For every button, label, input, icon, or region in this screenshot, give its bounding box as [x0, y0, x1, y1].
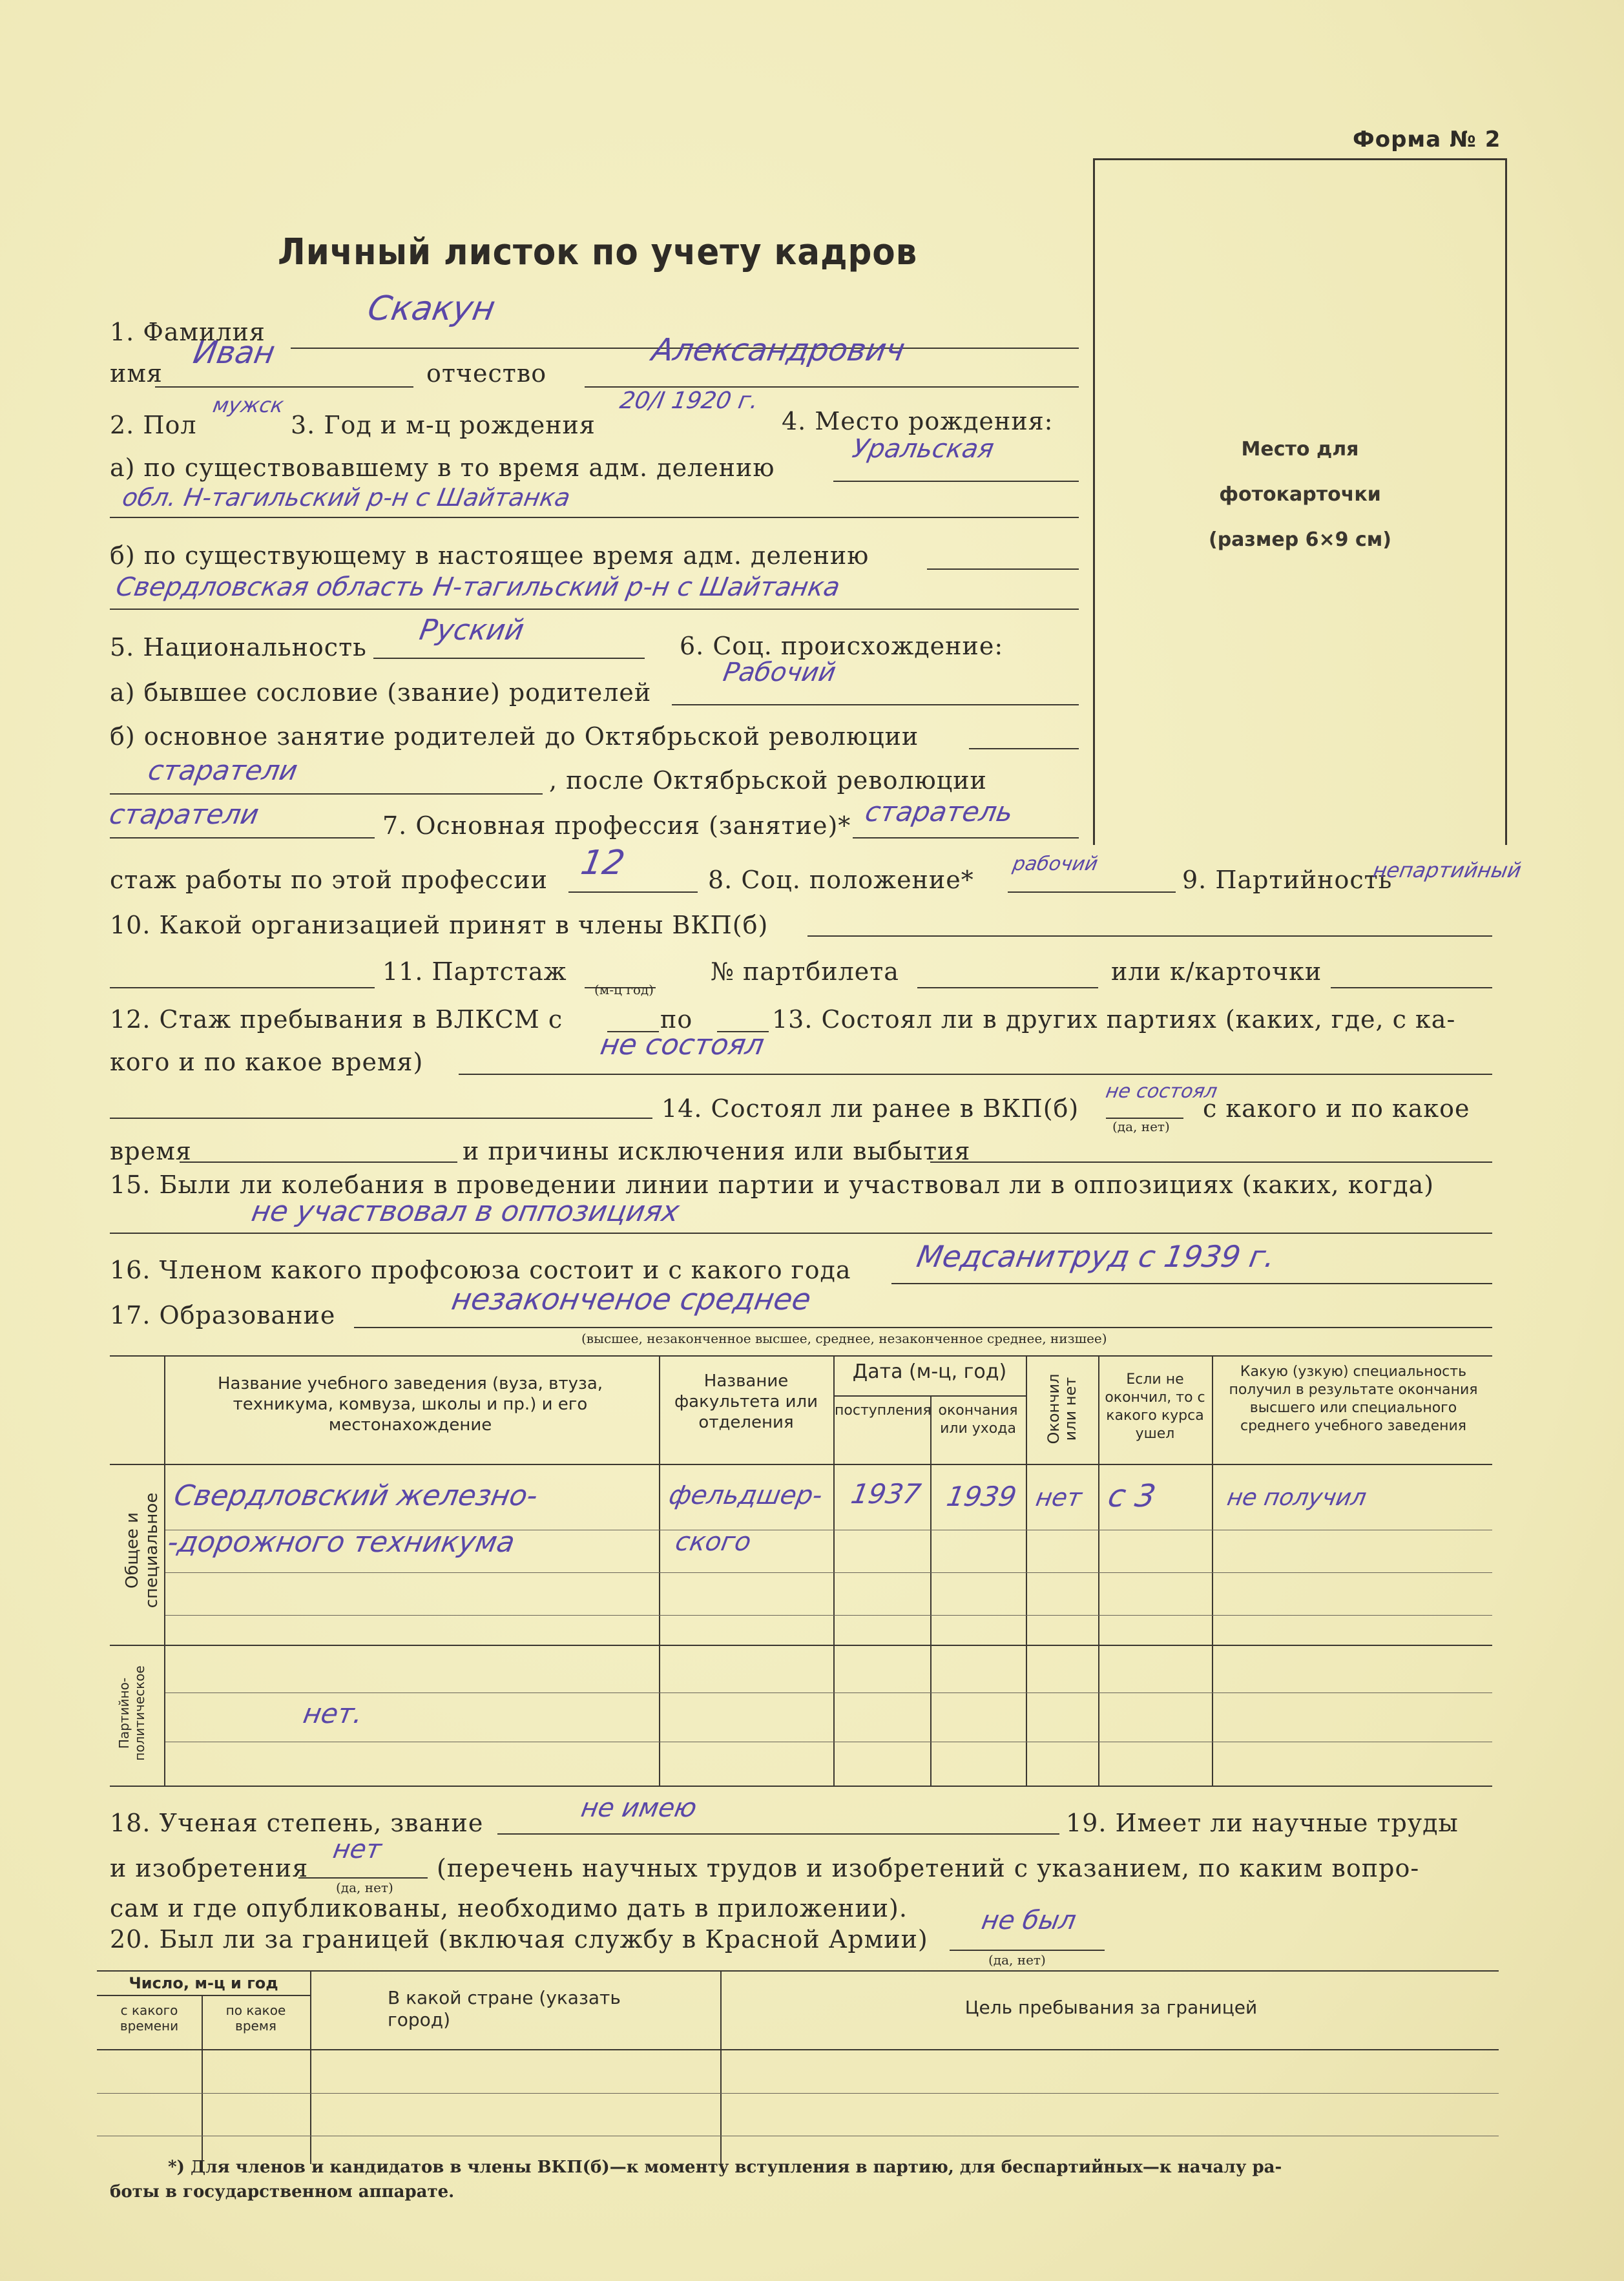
field-line: [672, 704, 1079, 705]
label-profession: 7. Основная профессия (занятие)*: [382, 811, 851, 840]
answer-social-status: рабочий: [1010, 853, 1100, 875]
label-q12: 12. Стаж пребывания в ВЛКСМ с: [110, 1005, 563, 1034]
header-entry: поступления: [835, 1402, 932, 1419]
label-q10: 10. Какой организацией принят в члены ВКП(б): [110, 911, 769, 939]
photo-label-1: Место для: [1241, 438, 1359, 461]
label-q12-to: по: [660, 1005, 693, 1034]
photo-label-3: (размер 6×9 см): [1209, 528, 1391, 551]
field-line: [459, 1074, 1492, 1075]
label-surname: 1. Фамилия: [110, 318, 265, 346]
label-q18: 18. Ученая степень, звание: [110, 1809, 484, 1837]
header-dates: Дата (м-ц, год): [852, 1360, 1007, 1383]
footnote-line-2: боты в государственном аппарате.: [110, 2182, 455, 2202]
edu-course: с 3: [1105, 1478, 1159, 1514]
field-line: [969, 748, 1079, 749]
row-line: [165, 1615, 1492, 1616]
field-line: [950, 1950, 1105, 1951]
table-col-border: [164, 1355, 165, 1786]
abroad-to-header: по какое время: [225, 2003, 286, 2034]
label-party: 9. Партийность: [1182, 866, 1393, 894]
field-line: [833, 481, 1079, 482]
table-section-border: [110, 1645, 1492, 1646]
edu-finished: нет: [1034, 1483, 1085, 1512]
field-line: [1331, 987, 1492, 988]
field-line: [354, 1327, 1492, 1328]
label-q15: 15. Были ли колебания в проведении линии партии и участвовал ли в оппозициях (каких, когда): [110, 1171, 1435, 1199]
answer-estate: Рабочий: [720, 658, 838, 687]
abroad-row-line: [97, 2093, 1499, 2094]
table-subheader-border: [833, 1395, 1026, 1397]
abroad-table-top: [97, 1970, 1499, 1972]
header-faculty: Название факультета или отделения: [674, 1371, 818, 1432]
edu-specialty: не получил: [1225, 1484, 1369, 1511]
answer-q16: Медсанитруд с 1939 г.: [914, 1239, 1278, 1274]
field-line: [180, 1161, 457, 1163]
answer-surname: Скакун: [364, 289, 499, 328]
abroad-from-header: с какого времени: [120, 2003, 179, 2034]
edu-institution-2: -дорожного техникума: [165, 1526, 517, 1559]
edu-entry: 1937: [848, 1478, 924, 1510]
answer-profession: старатель: [862, 796, 1015, 828]
photo-label-2: фотокарточки: [1219, 483, 1381, 506]
field-line: [917, 987, 1098, 988]
label-q13-cont: кого и по какое время): [110, 1048, 424, 1076]
field-line: [110, 1233, 1492, 1234]
hint-q19: (да, нет): [336, 1880, 393, 1895]
table-col-border: [930, 1395, 932, 1786]
answer-q13: не состоял: [598, 1028, 767, 1061]
label-experience: стаж работы по этой профессии: [110, 866, 548, 894]
label-patronymic: отчество: [426, 359, 547, 388]
field-line: [110, 837, 375, 838]
field-line: [298, 1877, 428, 1879]
hint-q20: (да, нет): [988, 1952, 1046, 1968]
answer-name: Иван: [191, 335, 278, 371]
table-bottom-border: [110, 1786, 1492, 1787]
answer-sex: мужск: [211, 393, 286, 417]
field-line: [110, 609, 1079, 610]
answer-q18: не имею: [578, 1793, 699, 1823]
label-q19-cont: (перечень научных трудов и изобретений с указанием, по каким вопро-: [437, 1854, 1420, 1882]
label-q19-inv: и изобретения: [110, 1854, 309, 1882]
field-line: [927, 568, 1079, 570]
edu-faculty-2: ского: [672, 1527, 754, 1557]
abroad-col-border: [202, 1995, 203, 2163]
label-estate: а) бывшее сословие (звание) родителей: [110, 678, 652, 707]
label-nationality: 5. Национальность: [110, 633, 367, 661]
field-line: [1008, 891, 1176, 893]
label-q14-reasons: и причины исключения или выбытия: [463, 1137, 971, 1165]
hint-q17: (высшее, незаконченное высшее, среднее, незаконченное среднее, низшее): [581, 1331, 1107, 1346]
answer-birth: 20/I 1920 г.: [618, 388, 761, 414]
abroad-date-header: Число, м-ц и год: [129, 1974, 278, 1992]
answer-nationality: Руский: [417, 614, 527, 647]
header-course: Если не окончил, то с какого курса ушел: [1105, 1371, 1205, 1442]
label-q13: 13. Состоял ли в других партиях (каких, где, с ка-: [772, 1005, 1456, 1034]
answer-patronymic: Александрович: [649, 332, 908, 368]
label-birthplace-a: а) по существовавшему в то время адм. делению: [110, 453, 775, 482]
label-q16: 16. Членом какого профсоюза состоит и с какого года: [110, 1256, 851, 1284]
label-q17: 17. Образование: [110, 1301, 336, 1329]
label-birthplace: 4. Место рождения:: [782, 407, 1054, 435]
abroad-purpose-header: Цель пребывания за границей: [964, 1997, 1258, 2018]
label-occupation-after: , после Октябрьской революции: [549, 766, 987, 795]
abroad-country-header: В какой стране (указать город): [388, 1987, 621, 2030]
row-label-party: Партийно-политическое: [116, 1665, 147, 1761]
field-line: [373, 658, 645, 659]
hint-q11: (м-ц год): [594, 982, 654, 997]
field-line: [930, 1161, 1492, 1163]
answer-birthplace-a1: Уральская: [849, 434, 997, 464]
label-birth: 3. Год и м-ц рождения: [291, 411, 596, 439]
label-or-card: или к/карточки: [1111, 957, 1322, 986]
field-line: [155, 386, 413, 388]
abroad-table-header-bottom: [97, 2049, 1499, 2050]
field-line: [568, 891, 698, 893]
header-finished: Окончил или нет: [1045, 1373, 1079, 1444]
answer-q15: не участвовал в оппозициях: [249, 1195, 682, 1228]
label-q11: 11. Партстаж: [382, 957, 567, 986]
abroad-subheader-line: [97, 1995, 310, 1996]
label-q19-cont2: сам и где опубликованы, необходимо дать в приложении).: [110, 1894, 908, 1922]
table-top-border: [110, 1355, 1492, 1357]
label-party-card: № партбилета: [711, 957, 899, 986]
field-line: [110, 987, 375, 988]
label-q20: 20. Был ли за границей (включая службу в Красной Армии): [110, 1925, 928, 1953]
table-col-border: [1212, 1355, 1213, 1786]
label-q14-cont: с какого и по какое: [1203, 1094, 1470, 1123]
row-line: [165, 1572, 1492, 1573]
label-occupation-before: б) основное занятие родителей до Октябрьской революции: [110, 722, 919, 751]
answer-q20: не был: [979, 1906, 1079, 1935]
edu-party-none: нет.: [300, 1698, 366, 1729]
table-col-border: [659, 1355, 660, 1786]
hint-q14: (да, нет): [1112, 1119, 1170, 1134]
photo-box: [1093, 158, 1507, 845]
label-name: имя: [110, 359, 163, 388]
field-line: [110, 517, 1079, 518]
header-specialty: Какую (узкую) специальность получил в результате окончания высшего или специального среднего учебного заведения: [1229, 1364, 1478, 1434]
header-exit: окончания или ухода: [938, 1402, 1018, 1437]
table-col-border: [1026, 1355, 1027, 1786]
edu-exit: 1939: [944, 1481, 1019, 1512]
field-line: [891, 1283, 1492, 1284]
answer-occupation-before: старатели: [145, 755, 300, 786]
table-header-border: [110, 1464, 1492, 1465]
field-line: [110, 793, 543, 795]
answer-q19: нет: [330, 1835, 384, 1864]
page-title: Личный листок по учету кадров: [278, 231, 918, 273]
label-birthplace-b: б) по существующему в настоящее время адм. делению: [110, 541, 869, 570]
answer-q17: незаконченое среднее: [449, 1282, 814, 1317]
label-social-status: 8. Соц. положение*: [708, 866, 974, 894]
field-line: [807, 935, 1492, 937]
abroad-col-border: [720, 1970, 722, 2164]
field-line: [853, 837, 1079, 838]
row-label-general: Общее и специальное: [123, 1492, 161, 1609]
edu-institution-1: Свердловский железно-: [171, 1479, 541, 1512]
answer-birthplace-a2: обл. Н-тагильский р-н с Шайтанка: [120, 483, 573, 512]
label-sex: 2. Пол: [110, 411, 197, 439]
edu-faculty-1: фельдшер-: [666, 1481, 825, 1510]
answer-occupation-after: старатели: [107, 798, 262, 830]
answer-experience: 12: [578, 844, 628, 882]
field-line: [497, 1833, 1059, 1835]
answer-party: непартийный: [1371, 858, 1524, 882]
answer-birthplace-b: Свердловская область Н-тагильский р-н с Шайтанка: [113, 572, 842, 602]
label-social-origin: 6. Соц. происхождение:: [680, 632, 1004, 660]
field-line: [110, 1118, 652, 1119]
footnote-line-1: *) Для членов и кандидатов в члены ВКП(б)—к моменту вступления в партию, для беспартийных—к началу ра-: [168, 2158, 1282, 2177]
answer-q14: не состоял: [1103, 1080, 1220, 1103]
label-q14-time: время: [110, 1137, 192, 1165]
abroad-col-border: [310, 1970, 311, 2164]
label-q14: 14. Состоял ли ранее в ВКП(б): [661, 1094, 1079, 1123]
label-q19: 19. Имеет ли научные труды: [1066, 1809, 1459, 1837]
header-institution: Название учебного заведения (вуза, втуза, техникума, комвуза, школы и пр.) и его местонахождение: [217, 1374, 603, 1435]
form-number: Форма № 2: [1353, 127, 1501, 152]
